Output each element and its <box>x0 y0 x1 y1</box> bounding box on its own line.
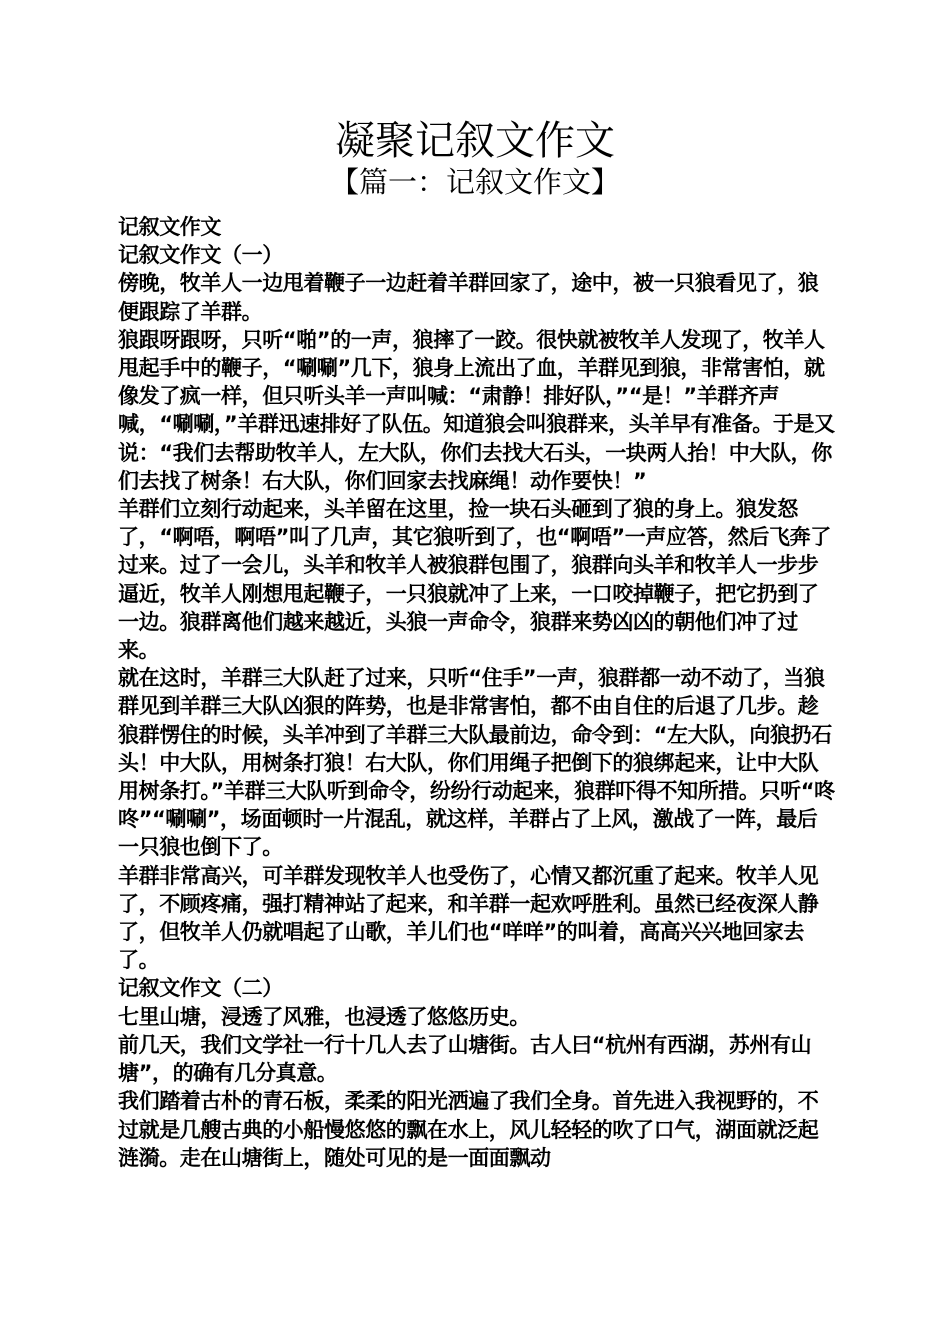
paragraph: 羊群非常高兴，可羊群发现牧羊人也受伤了，心情又都沉重了起来。牧羊人见了，不顾疼痛，强打精神站了起来，和羊群一起欢呼胜利。虽然已经夜深人静了，但牧羊人仍就唱起了山歌，羊儿们也“咩咩”的叫着，高高兴兴地回家去了。 <box>118 863 819 973</box>
document-title: 凝聚记叙文作文 <box>335 118 615 164</box>
paragraph: 就在这时，羊群三大队赶了过来，只听“住手”一声，狼群都一动不动了，当狼群见到羊群三大队凶狠的阵势，也是非常害怕，都不由自住的后退了几步。趁狼群愣住的时候，头羊冲到了羊群三大队最前边，命令到：“左大队，向狼扔石头！中大队，用树条打狼！右大队，你们用绳子把倒下的狼绑起来，让中大队用树条打。”羊群三大队听到命令，纷纷行动起来，狼群吓得不知所措。只听“咚咚”“唰唰”，场面顿时一片混乱，就这样，羊群占了上风，激战了一阵，最后一只狼也倒下了。 <box>118 666 835 860</box>
section-heading: 记叙文作文（一） <box>118 243 283 268</box>
paragraph: 羊群们立刻行动起来，头羊留在这里，捡一块石头砸到了狼的身上。狼发怒了，“啊唔，啊唔”叫了几声，其它狼听到了，也“啊唔”一声应答，然后飞奔了过来。过了一会儿，头羊和牧羊人被狼群包围了，狼群向头羊和牧羊人一步步逼近，牧羊人刚想甩起鞭子，一只狼就冲了上来，一口咬掉鞭子，把它扔到了一边。狼群离他们越来越近，头狼一声命令，狼群来势凶凶的朝他们冲了过来。 <box>118 497 831 663</box>
paragraph: 狼跟呀跟呀，只听“啪”的一声，狼摔了一跤。很快就被牧羊人发现了，牧羊人甩起手中的鞭子，“唰唰”几下，狼身上流出了血，羊群见到狼，非常害怕，就像发了疯一样，但只听头羊一声叫喊：“肃静！排好队，”“是！”羊群齐声喊，“唰唰，”羊群迅速排好了队伍。知道狼会叫狼群来，头羊早有准备。于是又说：“我们去帮助牧羊人，左大队，你们去找大石头，一块两人抬！中大队，你们去找了树条！右大队，你们回家去找麻绳！动作要快！” <box>118 327 835 493</box>
section-heading: 记叙文作文 <box>118 215 221 239</box>
document-body <box>118 213 836 1172</box>
paragraph: 前几天，我们文学社一行十几人去了山塘街。古人曰“杭州有西湖，苏州有山塘”，的确有几分真意。 <box>118 1032 812 1086</box>
paragraph: 傍晚，牧羊人一边甩着鞭子一边赶着羊群回家了，途中，被一只狼看见了，狼便跟踪了羊群。 <box>118 271 819 324</box>
document-subtitle: 【篇一：记叙文作文】 <box>329 165 620 199</box>
section-heading: 记叙文作文（二） <box>118 976 283 1001</box>
paragraph: 七里山塘，浸透了风雅，也浸透了悠悠历史。 <box>118 1004 530 1029</box>
paragraph: 我们踏着古朴的青石板，柔柔的阳光洒遍了我们全身。首先进入我视野的，不过就是几艘古典的小船慢悠悠的飘在水上，风儿轻轻的吹了口气，湖面就泛起涟漪。走在山塘街上，随处可见的是一面面飘动 <box>118 1089 819 1170</box>
